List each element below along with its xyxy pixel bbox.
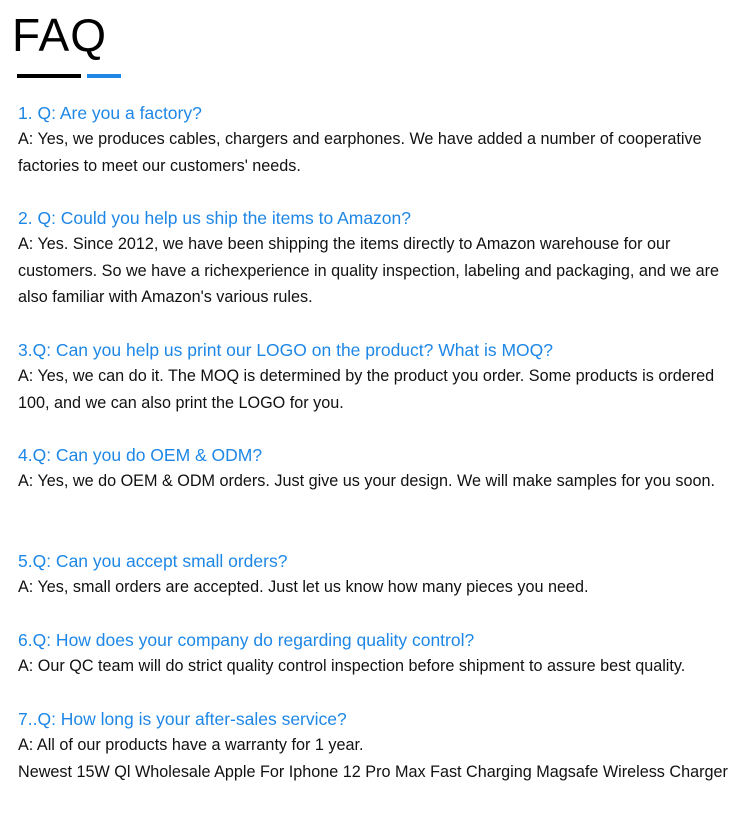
faq-item-2 (18, 205, 743, 311)
title-underline-blue (87, 74, 121, 78)
faq-item-7 (18, 706, 743, 785)
faq-answer: A: Yes, we do OEM & ODM orders. Just give us your design. We will make samples for you soon. (18, 472, 715, 490)
faq-answer: A: All of our products have a warranty for 1 year. (18, 736, 364, 754)
faq-answer: A: Yes. Since 2012, we have been shipping the items directly to Amazon warehouse for our customers. So we have a richexperience in quality inspection, labeling and packaging, and we are also familiar with Amazon's various rules. (18, 235, 719, 306)
faq-item-1 (18, 100, 743, 179)
product-title: Newest 15W Ql Wholesale Apple For Iphone 12 Pro Max Fast Charging Magsafe Wireless Charger (18, 762, 728, 781)
faq-answer: A: Our QC team will do strict quality control inspection before shipment to assure best quality. (18, 657, 686, 675)
faq-question: 7..Q: How long is your after-sales service? (18, 709, 347, 729)
faq-question: 4.Q: Can you do OEM & ODM? (18, 445, 263, 465)
faq-question: 2. Q: Could you help us ship the items to Amazon? (18, 208, 411, 228)
faq-item-3 (18, 337, 743, 416)
faq-question: 1. Q: Are you a factory? (18, 103, 202, 123)
title-underline-black (17, 74, 81, 78)
faq-answer: A: Yes, small orders are accepted. Just let us know how many pieces you need. (18, 578, 589, 596)
faq-answer: A: Yes, we produces cables, chargers and earphones. We have added a number of cooperative factories to meet our customers' needs. (18, 130, 702, 175)
faq-answer: A: Yes, we can do it. The MOQ is determined by the product you order. Some products is ordered 100, and we can also print the LOGO for you. (18, 367, 715, 412)
faq-item-4 (18, 442, 743, 495)
faq-title: FAQ (12, 9, 108, 61)
faq-question: 5.Q: Can you accept small orders? (18, 551, 288, 571)
faq-item-6 (18, 627, 743, 680)
faq-item-5 (18, 548, 743, 601)
faq-question: 3.Q: Can you help us print our LOGO on the product? What is MOQ? (18, 340, 553, 360)
faq-question: 6.Q: How does your company do regarding quality control? (18, 630, 475, 650)
